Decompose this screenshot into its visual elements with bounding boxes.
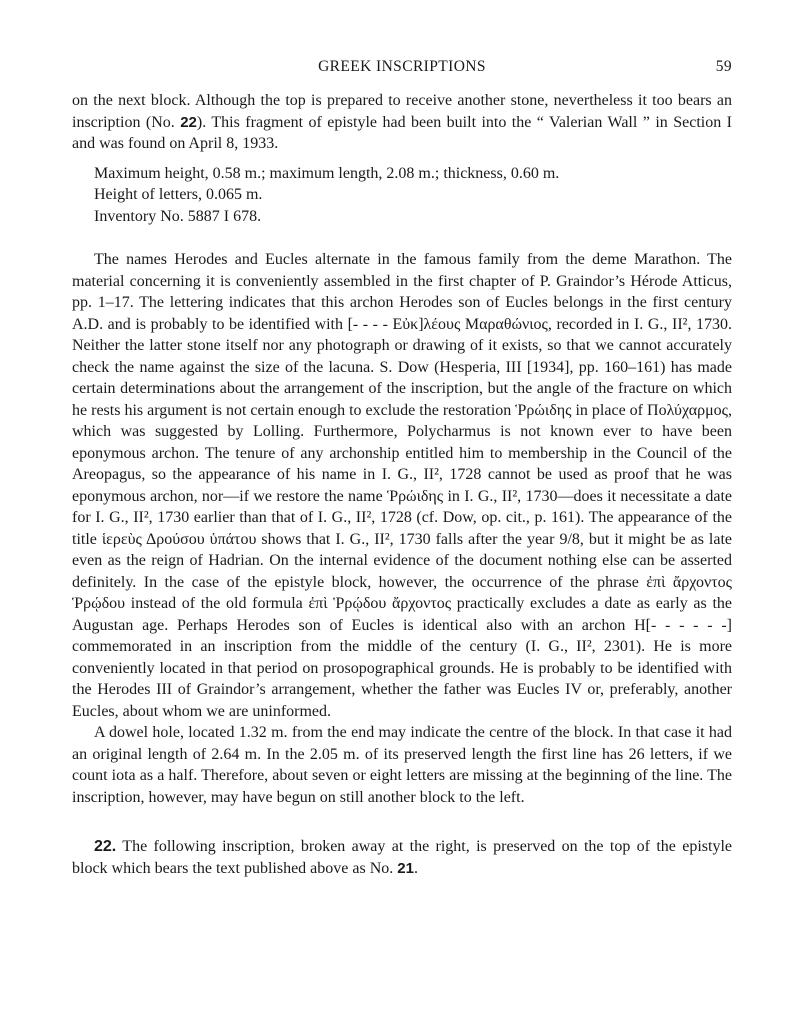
commentary-paragraph: The names Herodes and Eucles alternate in the famous family from the deme Marathon. The material concerning it is conveniently assembled in the first chapter of P. Graindor’s Hérode Atticus, pp. 1–17. The lettering indicates that this archon Herodes son of Eucles belongs in the first century A.D. and is probably to be identified with [- - - - Εὐκ]λέους Μαραθώνιος, recorded in I. G., II², 1730. Neither the latter stone itself nor any photograph or drawing of it exists, so that we cannot accurately check the name against the size of the lacuna. S. Dow (Hesperia, III [1934], pp. 160–161) has made certain determinations about the arrangement of the inscription, but the angle of the fracture on which he rests his argument is not certain enough to exclude the restoration Ῥρώιδης in place of Πολύχαρμος, which was suggested by Lolling. Furthermore, Polycharmus is not known ever to have been eponymous archon. The tenure of any archonship entitled him to membership in the Council of the Areopagus, so the appearance of his name in I. G., II², 1728 cannot be used as proof that he was eponymous archon, nor—if we restore the name Ῥρώιδης in I. G., II², 1730—does it necessitate a date for I. G., II², 1730 earlier than that of I. G., II², 1728 (cf. Dow, op. cit., p. 161). The appearance of the title ἱερεὺς Δρούσου ὑπάτου shows that I. G., II², 1730 falls after the year 9/8, but it might be as late even as the reign of Hadrian. On the internal evidence of the document nothing else can be asserted definitely. In the case of the epistyle block, however, the occurrence of the phrase ἐπὶ ἄρχοντος Ῥρῴδου instead of the old formula ἐπὶ Ῥρῴδου ἄρχοντος practically excludes a date as early as the Augustan age. Perhaps Herodes son of Eucles is identical also with an archon H[- - - - - -] commemorated in an inscription from the middle of the century (I. G., II², 2301). He is more conveniently located in that period on prosopographical grounds. He is probably to be identified with the Herodes III of Graindor’s arrangement, whether the father was Eucles IV or, preferably, another Eucles, about whom we are uninformed. [72, 251, 732, 720]
running-header [72, 58, 732, 84]
inscription-22-text-a: The following inscription, broken away at the right, is preserved on the top of the epistyle block which bears the text published above as No. [72, 838, 732, 877]
intro-text-b: ). This fragment of epistyle had been built into the “ Valerian Wall ” in Section Ι and was found on April 8, 1933. [72, 113, 732, 152]
inscription-number: 22. [94, 838, 117, 855]
spec-dimensions: Maximum height, 0.58 m.; maximum length, 2.08 m.; thickness, 0.60 m. [94, 164, 560, 182]
page [72, 58, 732, 879]
inscription-22-text-b: . [413, 859, 418, 877]
page-number: 59 [715, 58, 732, 75]
inscription-ref-21: 21 [397, 859, 414, 877]
spec-letter-height: Height of letters, 0.065 m. [94, 186, 263, 203]
inscription-ref-22: 22 [180, 113, 197, 131]
inscription-22-intro [72, 836, 732, 879]
spec-inventory: Inventory No. 5887 I 678. [94, 207, 262, 225]
running-title: GREEK INSCRIPTIONS [318, 58, 486, 75]
intro-text-a: on the next block. Although the top is prepared to receive another stone, nevertheless it too bears an inscription (No. [72, 92, 732, 131]
intro-paragraph [72, 90, 732, 155]
specifications [72, 163, 732, 228]
dowel-hole-paragraph: A dowel hole, located 1.32 m. from the end may indicate the centre of the block. In that case it had an original length of 2.64 m. In the 2.05 m. of its preserved length the first line has 26 letters, if we count iota as a half. Therefore, about seven or eight letters are missing at the beginning of the line. The inscription, however, may have begun on still another block to the left. [72, 724, 732, 806]
